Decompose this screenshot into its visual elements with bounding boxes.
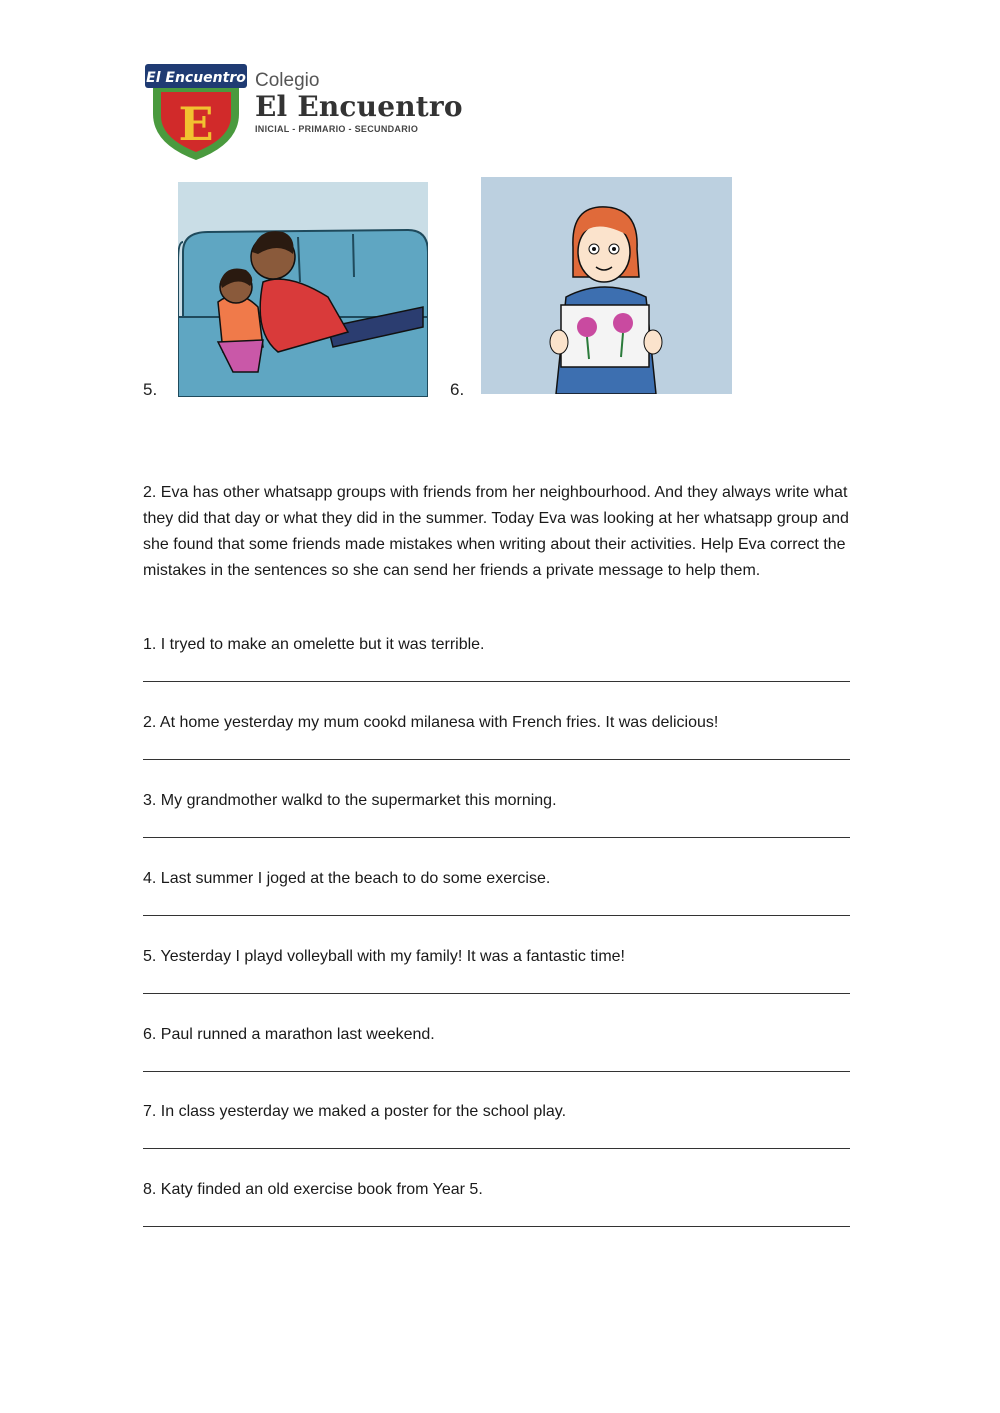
shield-letter: E <box>178 97 214 151</box>
sentence-4: 4. Last summer I joged at the beach to do some exercise. <box>143 870 551 887</box>
shield-logo-icon <box>143 62 249 162</box>
answer-line-4[interactable] <box>143 915 850 916</box>
girl-holding-flower-drawing-illustration <box>481 177 732 394</box>
answer-line-2[interactable] <box>143 759 850 760</box>
answer-line-7[interactable] <box>143 1148 850 1149</box>
sentence-1: 1. I tryed to make an omelette but it was terrible. <box>143 636 485 653</box>
sentence-2: 2. At home yesterday my mum cookd milanesa with French fries. It was delicious! <box>143 714 719 731</box>
sentence-8: 8. Katy finded an old exercise book from Year 5. <box>143 1181 483 1198</box>
picture-number-5: 5. <box>143 380 158 399</box>
logo-text <box>255 70 463 134</box>
sentence-7: 7. In class yesterday we maked a poster for the school play. <box>143 1103 567 1120</box>
logo-levels: INICIAL - PRIMARIO - SECUNDARIO <box>255 124 419 134</box>
sentence-3: 3. My grandmother walkd to the supermarket this morning. <box>143 792 557 809</box>
sentence-5: 5. Yesterday I playd volleyball with my family! It was a fantastic time! <box>143 948 625 965</box>
answer-line-5[interactable] <box>143 993 850 994</box>
sentence-6: 6. Paul runned a marathon last weekend. <box>143 1026 435 1043</box>
picture-number-6: 6. <box>450 380 465 399</box>
answer-line-3[interactable] <box>143 837 850 838</box>
shield-text: El Encuentro <box>146 70 246 86</box>
logo-colegio: Colegio <box>255 70 320 91</box>
logo-school-name: El Encuentro <box>255 90 463 123</box>
answer-line-8[interactable] <box>143 1226 850 1227</box>
answer-line-1[interactable] <box>143 681 850 682</box>
answer-line-6[interactable] <box>143 1071 850 1072</box>
school-logo <box>143 62 463 162</box>
family-on-sofa-illustration <box>178 182 428 397</box>
exercise-instructions: 2. Eva has other whatsapp groups with friends from her neighbourhood. And they always write what they did that day or what they did in the summer. Today Eva was looking at her whatsapp group and she found that some friends made mistakes when writing about their activities. Help Eva correct the mistakes in the sentences so she can send her friends a private message to help them. <box>143 484 849 579</box>
